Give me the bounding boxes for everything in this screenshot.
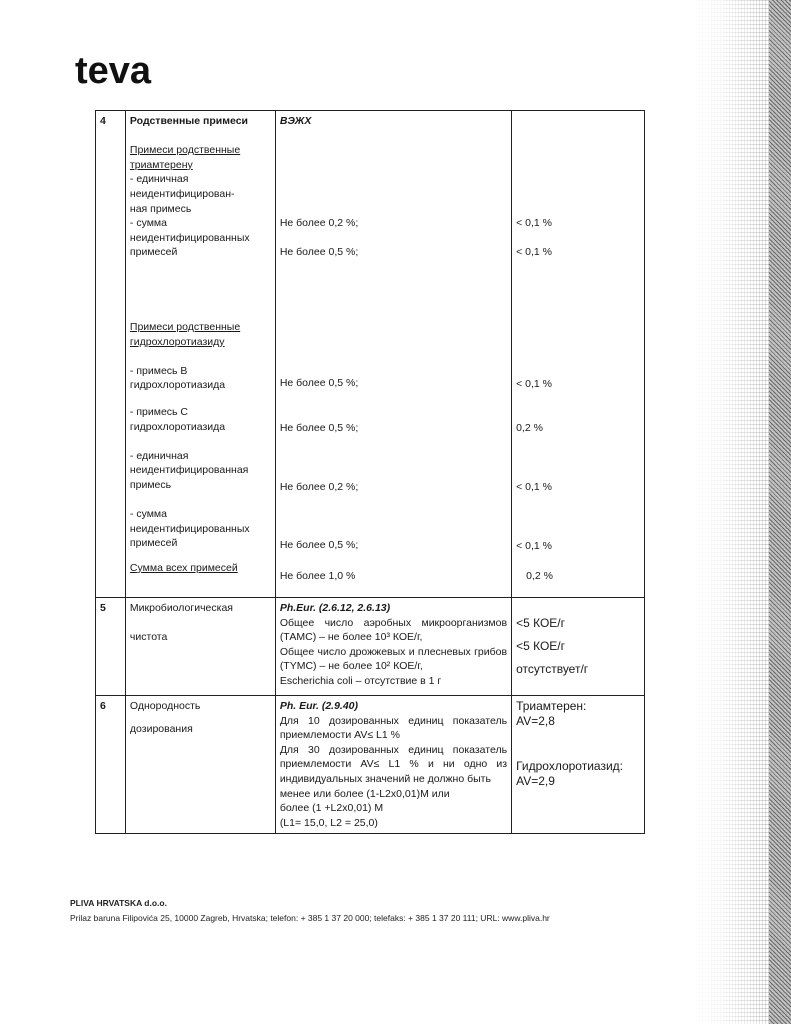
- norm-cell: Ph.Eur. (2.6.12, 2.6.13) Общее число аэробных микроорганизмов (ТАМС) – не более 10³ КОЕ/г, Общее число дрожжевых и плесневых грибов (TYMC) – не более 10² КОЕ/г, Escherichia coli – отсутствие в 1 г: [275, 598, 511, 696]
- scan-noise-edge: [691, 0, 791, 1024]
- row-number: 6: [96, 696, 126, 834]
- scan-noise-border: [769, 0, 791, 1024]
- parameter-cell: Однородность дозирования: [125, 696, 275, 834]
- parameter-cell: Родственные примеси Примеси родственные триамтерену - единичная неидентифицирован- ная примесь - сумма неидентифицированных примесей Примеси родственные гидрохлоротиазиду - примесь В гидрохлоротиазида - примесь С гидрохлоротиазида - единичная неидентифицированная примесь - сумма неидентифицированных примесей Сумма всех примесей: [125, 111, 275, 598]
- method-label: ВЭЖХ: [279, 115, 312, 127]
- table-row: [96, 696, 645, 834]
- result-cell: < 0,1 % < 0,1 % < 0,1 % 0,2 % < 0,1 % < 0,1 % 0,2 %: [512, 111, 645, 598]
- table-row: [96, 111, 645, 598]
- table-row: [96, 598, 645, 696]
- parameter-name: Родственные примеси: [129, 115, 248, 127]
- teva-logo: teva: [75, 50, 152, 92]
- norm-cell: ВЭЖХ Не более 0,2 %; Не более 0,5 %; Не более 0,5 %; Не более 0,5 %; Не более 0,2 %; Не более 0,5 %; Не более 1,0 %: [275, 111, 511, 598]
- result-cell: Триамтерен: AV=2,8 Гидрохлоротиазид: AV=2,9: [512, 696, 645, 834]
- norm-cell: Ph. Eur. (2.9.40) Для 10 дозированных единиц показатель приемлемости AV≤ L1 % Для 30 дозированных единиц показатель приемлемости AV≤ L1 % и ни одно из индивидуальных значений не должно быть менее или более (1-L2x0,01)M или более (1 +L2x0,01) M (L1= 15,0, L2 = 25,0): [275, 696, 511, 834]
- result-cell: <5 КОЕ/г <5 КОЕ/г отсутствует/г: [512, 598, 645, 696]
- page-footer: [70, 896, 550, 926]
- method-label: Ph.Eur. (2.6.12, 2.6.13): [279, 602, 391, 614]
- method-label: Ph. Eur. (2.9.40): [279, 700, 359, 712]
- footer-company: PLIVA HRVATSKA d.o.o.: [70, 898, 167, 908]
- footer-address: Prilaz baruna Filipovića 25, 10000 Zagreb, Hrvatska; telefon: + 385 1 37 20 000; telefaks: + 385 1 37 20 111; URL: www.pliva.hr: [70, 913, 550, 923]
- parameter-cell: Микробиологическая чистота: [125, 598, 275, 696]
- row-number: 5: [96, 598, 126, 696]
- specification-table: [95, 110, 645, 834]
- row-number: 4: [96, 111, 126, 598]
